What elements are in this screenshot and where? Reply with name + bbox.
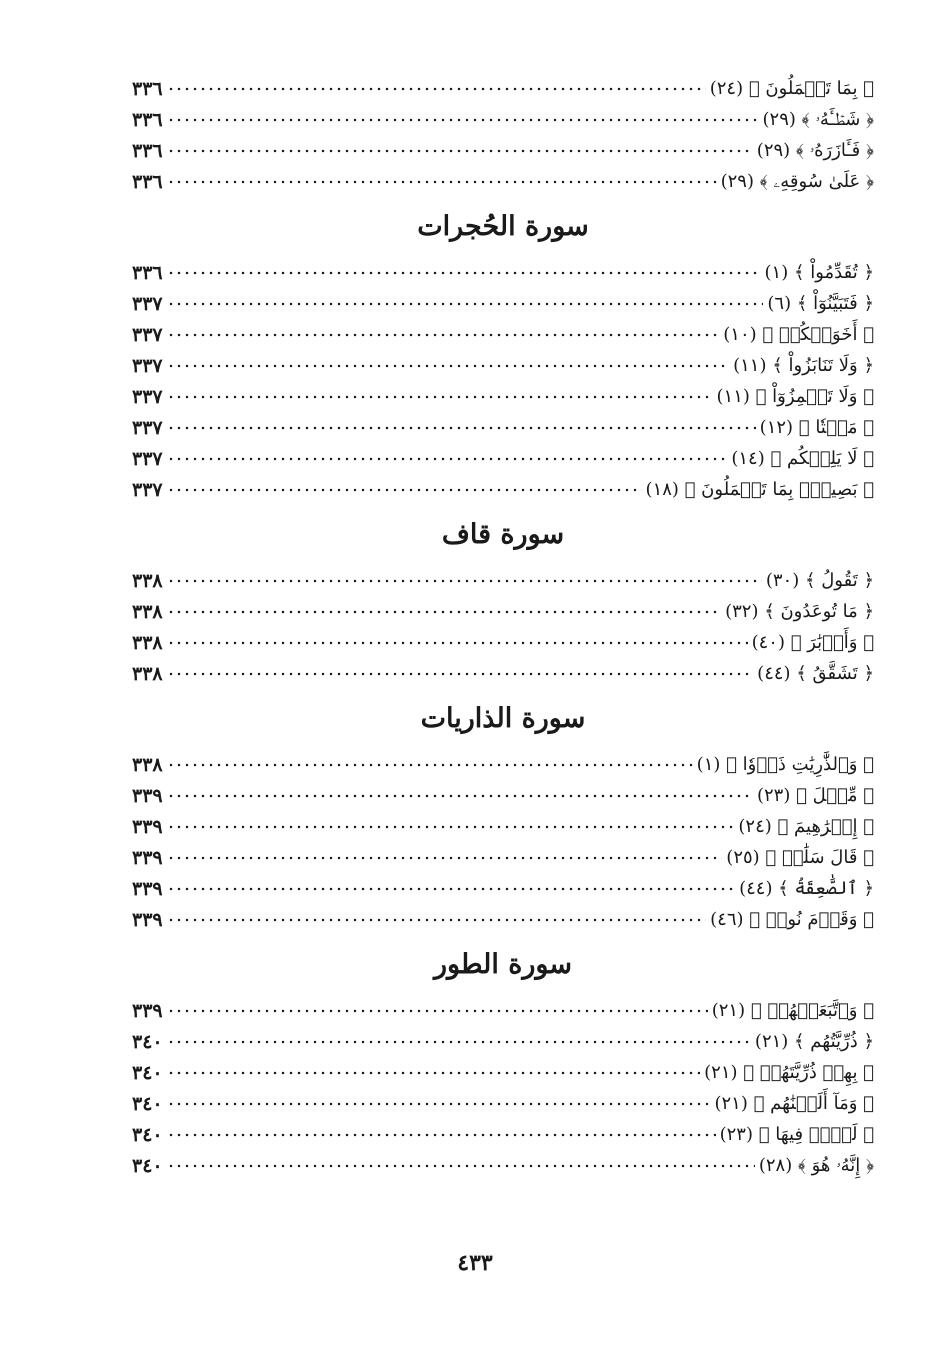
entry-page-number: ٣٣٧ — [132, 416, 163, 439]
dot-leader — [167, 82, 706, 96]
entry-text: ﴿ إِنَّهُۥ هُوَ ﴾ (٢٨) — [758, 1155, 874, 1176]
dot-leader — [167, 1128, 716, 1142]
dot-leader — [167, 1066, 701, 1080]
index-entry-row — [132, 565, 874, 596]
dot-leader — [167, 390, 713, 404]
entry-text: ﴿ وَٱلذَّٰرِيَٰتِ ذَرۡوٗا ﴾ (١) — [696, 754, 874, 775]
index-entry-row — [132, 257, 874, 288]
entry-text: ﴿ وَقَوۡمَ نُوحٖ ﴾ (٤٦) — [710, 909, 874, 930]
dot-leader — [167, 421, 756, 435]
index-entry-row — [132, 104, 874, 135]
index-entry-row — [132, 995, 874, 1026]
index-entry-row — [132, 842, 874, 873]
index-entry-row — [132, 1088, 874, 1119]
dot-leader — [167, 605, 721, 619]
entry-page-number: ٣٣٧ — [132, 323, 163, 346]
entry-page-number: ٣٣٦ — [132, 108, 163, 131]
index-entry-row — [132, 474, 874, 505]
index-section — [132, 509, 874, 689]
surah-heading: سورة الطور — [433, 949, 573, 980]
entry-text: ﴿ قَالَ سَلَٰمٞ ﴾ (٢٥) — [726, 847, 874, 868]
entry-text: ﴿ فَتَبَيَّنُوٓاْ ﴾ (٦) — [767, 293, 874, 314]
index-entry-row — [132, 319, 874, 350]
entry-page-number: ٣٣٩ — [132, 846, 163, 869]
index-entry-row — [132, 873, 874, 904]
entry-text: ﴿ أَخَوَيۡكُمۡ ﴾ (١٠) — [723, 324, 874, 345]
dot-leader — [167, 789, 753, 803]
index-section — [132, 73, 874, 197]
index-entry-row — [132, 780, 874, 811]
dot-leader — [167, 636, 748, 650]
index-entry-row — [132, 658, 874, 689]
index-entry-row — [132, 904, 874, 935]
entry-text: ﴿ مَيۡتٗا ﴾ (١٢) — [759, 417, 874, 438]
index-entry-row — [132, 811, 874, 842]
entry-page-number: ٣٤٠ — [132, 1092, 163, 1115]
entry-page-number: ٣٣٧ — [132, 447, 163, 470]
index-entry-row — [132, 1057, 874, 1088]
entry-text: ﴿ عَلَىٰ سُوقِهِۦ ﴾ (٢٩) — [720, 171, 874, 192]
entry-text: ﴿ مَا تُوعَدُونَ ﴾ (٣٢) — [725, 601, 874, 622]
dot-leader — [167, 359, 729, 373]
dot-leader — [167, 1097, 711, 1111]
entry-text: ﴿ بِهِمۡ ذُرِّيَّتَهُمۡ ﴾ (٢١) — [704, 1062, 874, 1083]
entry-page-number: ٣٣٨ — [132, 600, 163, 623]
entry-page-number: ٣٤٠ — [132, 1061, 163, 1084]
surah-heading: سورة الحُجرات — [417, 211, 589, 242]
entry-page-number: ٣٣٨ — [132, 631, 163, 654]
dot-leader — [167, 667, 754, 681]
entry-text: ﴿ لَغۡوٞ فِيهَا ﴾ (٢٣) — [719, 1124, 874, 1145]
index-entry-row — [132, 749, 874, 780]
entry-page-number: ٣٣٨ — [132, 753, 163, 776]
dot-leader — [167, 328, 720, 342]
index-entry-row — [132, 1119, 874, 1150]
index-entry-row — [132, 412, 874, 443]
entry-page-number: ٣٤٠ — [132, 1030, 163, 1053]
entry-text: ﴿ وَمَآ أَلَتۡنَٰهُم ﴾ (٢١) — [714, 1093, 874, 1114]
index-entry-row — [132, 350, 874, 381]
entry-page-number: ٣٣٦ — [132, 170, 163, 193]
entry-page-number: ٣٤٠ — [132, 1154, 163, 1177]
entry-text: ﴿ ذُرِّيَّتُهُم ﴾ (٢١) — [754, 1031, 874, 1052]
index-entry-row — [132, 596, 874, 627]
entry-text: ﴿ شَطۡـَٔهُۥ ﴾ (٢٩) — [762, 109, 874, 130]
dot-leader — [167, 882, 735, 896]
dot-leader — [167, 113, 759, 127]
entry-text: ﴿ وَأَدۡبَٰرَ ﴾ (٤٠) — [751, 632, 874, 653]
dot-leader — [167, 175, 717, 189]
index-entry-row — [132, 1150, 874, 1181]
dot-leader — [167, 266, 761, 280]
index-section — [132, 939, 874, 1181]
entry-page-number: ٣٣٧ — [132, 385, 163, 408]
entry-text: ﴿ مِّثۡلَ ﴾ (٢٣) — [756, 785, 874, 806]
entry-text: ﴿ تَقُولُ ﴾ (٣٠) — [765, 570, 874, 591]
entry-text: ﴿ إِبۡرَٰهِيمَ ﴾ (٢٤) — [738, 816, 874, 837]
entry-page-number: ٣٣٧ — [132, 354, 163, 377]
index-entry-row — [132, 1026, 874, 1057]
entry-text: ﴿ تَشَقَّقُ ﴾ (٤٤) — [757, 663, 874, 684]
dot-leader — [167, 144, 753, 158]
entry-page-number: ٣٤٠ — [132, 1123, 163, 1146]
dot-leader — [167, 574, 762, 588]
entry-text: ﴿ فَـَٔازَرَهُۥ ﴾ (٢٩) — [756, 140, 874, 161]
index-entry-row — [132, 166, 874, 197]
entry-page-number: ٣٣٩ — [132, 999, 163, 1022]
dot-leader — [167, 1035, 751, 1049]
dot-leader — [167, 758, 693, 772]
entry-page-number: ٣٣٦ — [132, 139, 163, 162]
entry-page-number: ٣٣٩ — [132, 908, 163, 931]
dot-leader — [167, 297, 764, 311]
entry-page-number: ٣٣٦ — [132, 261, 163, 284]
entry-text: ﴿ وَلَا تَلۡمِزُوٓاْ ﴾ (١١) — [716, 386, 874, 407]
dot-leader — [167, 483, 642, 497]
entry-page-number: ٣٣٧ — [132, 478, 163, 501]
entry-text: ﴿ وَلَا تَنَابَزُواْ ﴾ (١١) — [733, 355, 874, 376]
dot-leader — [167, 1004, 708, 1018]
index-entry-row — [132, 627, 874, 658]
entry-page-number: ٣٣٧ — [132, 292, 163, 315]
index-entry-row — [132, 443, 874, 474]
dot-leader — [167, 820, 735, 834]
entry-page-number: ٣٣٩ — [132, 877, 163, 900]
index-entry-row — [132, 73, 874, 104]
entry-text: ﴿ تُقَدِّمُواْ ﴾ (١) — [764, 262, 874, 283]
index-content — [132, 73, 874, 1181]
entry-text: ﴿ بِمَا تَعۡمَلُونَ ﴾ (٢٤) — [709, 78, 874, 99]
surah-heading: سورة قاف — [441, 519, 565, 550]
entry-page-number: ٣٣٩ — [132, 815, 163, 838]
surah-heading: سورة الذاريات — [420, 703, 586, 734]
entry-page-number: ٣٣٨ — [132, 569, 163, 592]
entry-text: ﴿ وَٱتَّبَعَتۡهُمۡ ﴾ (٢١) — [711, 1000, 874, 1021]
index-section — [132, 693, 874, 935]
index-entry-row — [132, 135, 874, 166]
entry-text: ﴿ لَا يَلِتۡكُم ﴾ (١٤) — [731, 448, 874, 469]
entry-page-number: ٣٣٨ — [132, 662, 163, 685]
page-number: ٤٣٣ — [457, 1250, 493, 1276]
entry-page-number: ٣٣٦ — [132, 77, 163, 100]
entry-page-number: ٣٣٩ — [132, 784, 163, 807]
dot-leader — [167, 913, 707, 927]
index-entry-row — [132, 288, 874, 319]
dot-leader — [167, 1159, 755, 1173]
index-section — [132, 201, 874, 505]
entry-text: ﴿ بَصِيرُۢ بِمَا تَعۡمَلُونَ ﴾ (١٨) — [645, 479, 874, 500]
index-entry-row — [132, 381, 874, 412]
dot-leader — [167, 851, 723, 865]
entry-text: ﴿ ٱلصَّٰعِقَةُ ﴾ (٤٤) — [739, 878, 874, 899]
dot-leader — [167, 452, 728, 466]
